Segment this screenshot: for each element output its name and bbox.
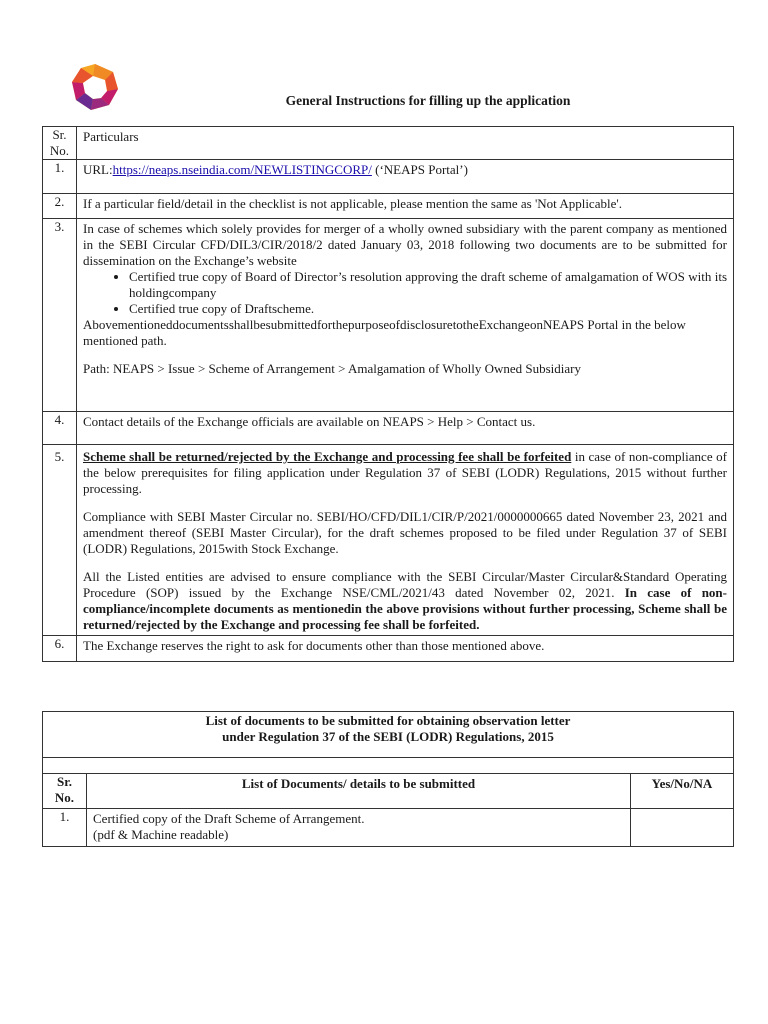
row-sr-no: 6. [43, 636, 77, 662]
row-sr-no: 1. [43, 809, 87, 847]
url-prefix: URL: [83, 162, 113, 177]
row-document [87, 809, 631, 847]
document-format: (pdf & Machine readable) [93, 827, 229, 842]
row-particulars [77, 219, 734, 412]
neaps-path: Path: NEAPS > Issue > Scheme of Arrangement > Amalgamation of Wholly Owned Subsidiary [83, 361, 581, 376]
master-circular-text: Compliance with SEBI Master Circular no. SEBI/HO/CFD/DIL1/CIR/P/2021/0000000665 dated November 23, 2021 and amendment thereof (SEBI Master Circular), for the draft schemes proposed to be filed under Regulation 37 of SEBI (LODR) Regulations, 2015with Stock Exchange. [83, 509, 727, 556]
header-sr-no: Sr. No. [43, 127, 77, 160]
page-title: General Instructions for filling up the application [285, 93, 571, 108]
rejection-clause [83, 449, 727, 497]
row-sr-no: 4. [43, 412, 77, 445]
document-bullet-list [83, 269, 727, 317]
neaps-portal-link[interactable]: https://neaps.nseindia.com/NEWLISTINGCORP/ [112, 162, 372, 177]
documents-table [42, 711, 734, 847]
row-sr-no: 5. [43, 445, 77, 636]
row-particulars [77, 445, 734, 636]
row-yes-no-na[interactable] [631, 809, 734, 847]
table-row [43, 809, 734, 847]
spacer-row [43, 758, 734, 774]
submission-note: Abovementioneddocumentsshallbesubmittedforthepurposeofdisclosuretothe​ExchangeonNEAPS Portal in the below mentioned path. [83, 317, 686, 348]
header-sr-no: Sr. No. [43, 774, 87, 809]
documents-title-row [43, 712, 734, 758]
instructions-table [42, 126, 734, 662]
row-particulars: The Exchange reserves the right to ask for documents other than those mentioned above. [77, 636, 734, 662]
row-sr-no: 2. [43, 194, 77, 219]
list-item: • Certified true copy of Board of Director’s resolution approving the draft scheme of amalgamation of WOS with its holdingcompany [129, 269, 727, 301]
header-yes-no-na: Yes/No/NA [631, 774, 734, 809]
header-document-list: List of Documents/ details to be submitted [87, 774, 631, 809]
header-particulars: Particulars [77, 127, 734, 160]
document-name: Certified copy of the Draft Scheme of Arrangement. [93, 811, 365, 826]
documents-title-line2: under Regulation 37 of the SEBI (LODR) Regulations, 2015 [222, 729, 554, 744]
rejection-clause-rest: in case of non-compliance of the below prerequisites for filing application under Regulation 37 of SEBI (LODR) Regulations, 2015 without further processing. [83, 449, 727, 496]
table-row [43, 219, 734, 412]
documents-title-line1: List of documents to be submitted for obtaining observation letter [205, 713, 571, 728]
table-row [43, 160, 734, 194]
wos-intro-text: In case of schemes which solely provides for merger of a wholly owned subsidiary with the parent company as mentioned in the SEBI Circular CFD/DIL3/CIR/2018/2 dated January 03, 2018 following two documents are to be submitted for dissemination on the Exchange’s website [83, 221, 727, 268]
sop-text: All the Listed entities are advised to ensure compliance with the SEBI Circular/Master Circular&Standard Operating Procedure (SOP) issued by the Exchange NSE/CML/2021/43 dated November 02, 2021. [83, 569, 727, 600]
table-row [43, 636, 734, 662]
row-sr-no: 1. [43, 160, 77, 194]
sop-compliance-text [83, 569, 727, 633]
non-compliance-warning: In case of non-compliance/incomplete documents as mentionedin the above provisions without further processing, Scheme shall be returned/rejected by the Exchange and processing fee shall be forfeited. [83, 585, 727, 632]
row-particulars [77, 160, 734, 194]
table-row [43, 194, 734, 219]
table-header-row [43, 127, 734, 160]
row-particulars: Contact details of the Exchange officials are available on NEAPS > Help > Contact us. [77, 412, 734, 445]
rejection-warning: Scheme shall be returned/rejected by the Exchange and processing fee shall be forfeited [83, 449, 572, 464]
spacer-cell [43, 758, 734, 774]
table-row [43, 445, 734, 636]
list-item: • Certified true copy of Draftscheme. [129, 301, 727, 317]
documents-title [43, 712, 734, 758]
row-particulars: If a particular field/detail in the checklist is not applicable, please mention the same as 'Not Applicable'. [77, 194, 734, 219]
row-sr-no: 3. [43, 219, 77, 412]
table-row [43, 412, 734, 445]
url-suffix: (‘NEAPS Portal’) [371, 162, 468, 177]
table-header-row [43, 774, 734, 809]
